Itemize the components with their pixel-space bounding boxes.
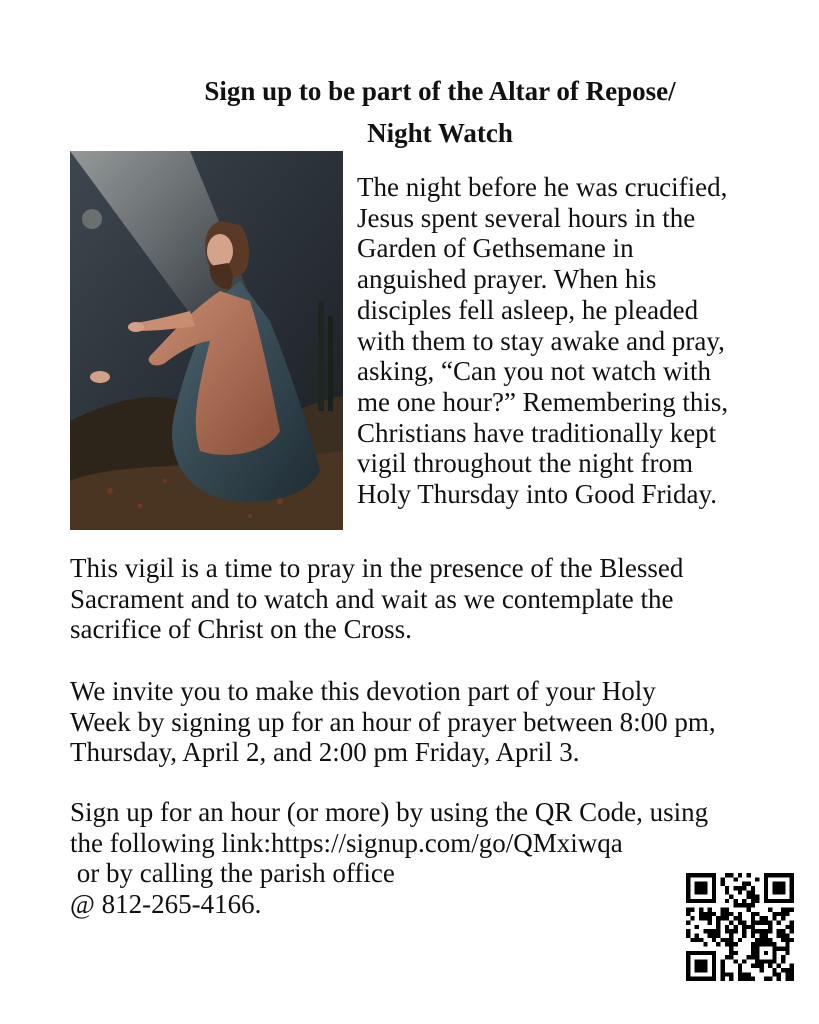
vigil-line: Sacrament and to watch and wait as we contemplate the bbox=[70, 583, 674, 614]
intro-line: asking, “Can you not watch with bbox=[357, 356, 711, 387]
intro-line: anguished prayer. When his bbox=[357, 264, 657, 295]
intro-line: vigil throughout the night from bbox=[357, 448, 693, 479]
invite-line: Week by signing up for an hour of prayer between 8:00 pm, bbox=[70, 706, 716, 737]
signup-line: Sign up for an hour (or more) by using the QR Code, using bbox=[70, 797, 709, 827]
phone-number: @ 812-265-4166. bbox=[70, 889, 262, 920]
intro-line: Jesus spent several hours in the bbox=[357, 202, 696, 233]
title-line-1: Sign up to be part of the Altar of Repose/ bbox=[204, 76, 676, 106]
praying-figure-painting-icon bbox=[70, 151, 343, 530]
title-line-2: Night Watch bbox=[367, 118, 513, 148]
vigil-line: This vigil is a time to pray in the presence of the Blessed bbox=[70, 553, 684, 583]
intro-paragraph bbox=[357, 172, 787, 510]
invite-line: Thursday, April 2, and 2:00 pm Friday, April 3. bbox=[70, 737, 580, 768]
intro-line: The night before he was crucified, bbox=[357, 172, 728, 202]
intro-line: with them to stay awake and pray, bbox=[357, 325, 725, 356]
vigil-paragraph bbox=[70, 553, 810, 645]
intro-line: me one hour?” Remembering this, bbox=[357, 386, 729, 417]
qr-code-icon[interactable] bbox=[686, 873, 794, 981]
intro-line: disciples fell asleep, he pleaded bbox=[357, 294, 699, 325]
intro-line: Holy Thursday into Good Friday. bbox=[357, 479, 717, 510]
signup-line: or by calling the parish office bbox=[70, 858, 395, 889]
intro-line: Christians have traditionally kept bbox=[357, 417, 717, 448]
page-title bbox=[0, 70, 819, 154]
signup-link-line[interactable]: the following link:https://signup.com/go/QMxiwqa bbox=[70, 827, 623, 858]
invite-paragraph bbox=[70, 676, 810, 768]
intro-line: Garden of Gethsemane in bbox=[357, 233, 634, 264]
invite-line: We invite you to make this devotion part of your Holy bbox=[70, 676, 656, 706]
vigil-line: sacrifice of Christ on the Cross. bbox=[70, 614, 412, 645]
